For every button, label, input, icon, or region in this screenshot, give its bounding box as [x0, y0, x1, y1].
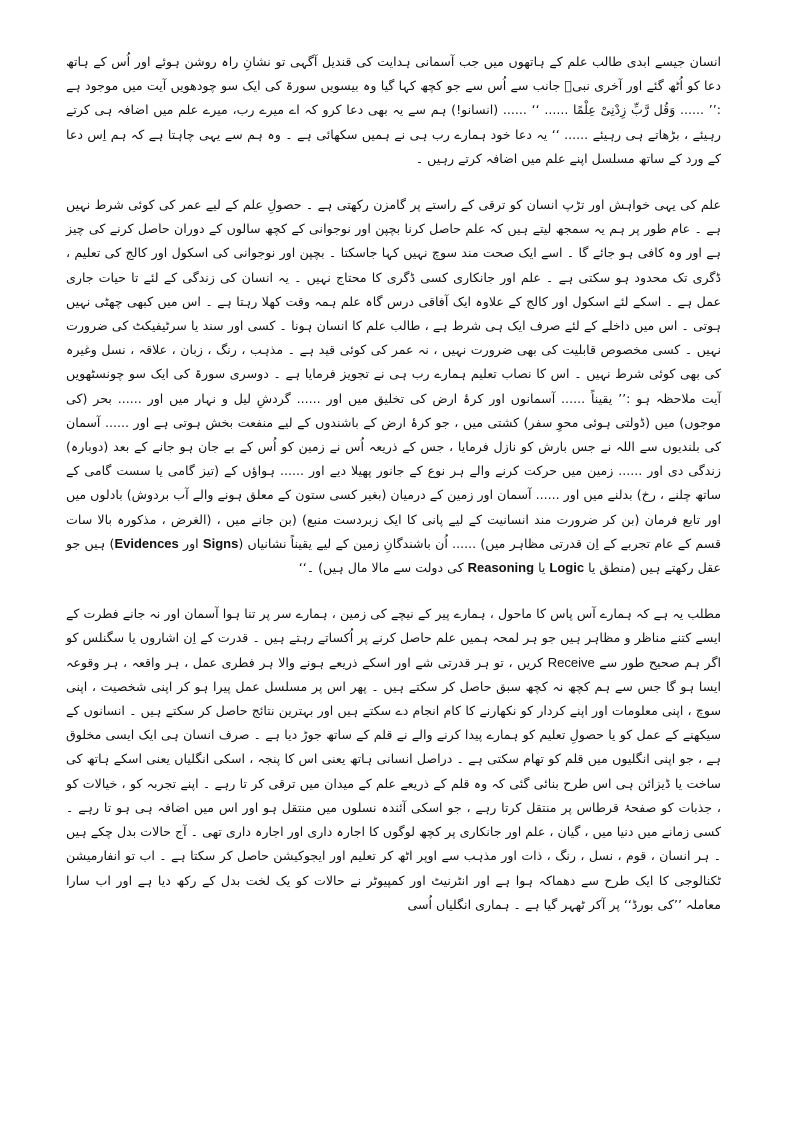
term-reasoning: Reasoning — [467, 560, 535, 576]
paragraph-text: ) ہیں جو عقل رکھتے ہیں (منطق یا — [66, 535, 721, 576]
paragraph-text: مطلب یہ ہے کہ ہمارے آس پاس کا ماحول ، ہمارے پیر کے نیچے کی زمین ، ہمارے سر پر تنا ہوا آسمان اور نہ جانے فطرت کے ایسے کتنے مناظر و مظاہر ہیں جو ہر لمحہ ہمیں علم حاصل کرنے پر اُکساتے رہتے ہیں ۔ قدرت کے اِن اشاروں یا سگنلس کو اگر ہم صحیح طور سے — [66, 606, 721, 670]
paragraph-text: کی دولت سے مالا مال ہیں) ۔‘‘ — [298, 560, 468, 576]
paragraph-dua-verse: انسان جیسے ابدی طالب علم کے ہاتھوں میں جب آسمانی ہدایت کی قندیل آگہی تو نشانِ راہ روشن ہوئے اور اُس کے ہاتھ دعا کو اُٹھ گئے اور آخری نبیؐ جانب سے اُس سے جو کچھ کہا گیا وہ بیسویں سورۃ کی ایک سو چودھویں آیت میں موجود ہے :’’ ...... وَقُل رَّبِّ زِدْنِیْ عِلْمًا ...... ‘‘ ...... (انسانو!) ہم سے یہ بھی دعا کرو کہ اے میرے رب، میرے علم میں اضافہ ہی کرتے رہیئے ، بڑھاتے ہی رہیئے ...... ‘‘ یہ دعا خود ہمارے رب ہی نے ہمیں سکھائی ہے ۔ وہ ہم سے یہی چاہتا ہے کہ ہم اِس دعا کے ورد کے ساتھ مسلسل اپنے علم میں اضافہ کرتے رہیں ۔ — [66, 54, 721, 166]
term-logic: Logic — [549, 560, 585, 576]
paragraph-knowledge-signs — [66, 193, 721, 580]
term-evidences: Evidences — [114, 535, 179, 551]
term-signs: Signs — [202, 535, 239, 551]
paragraph-text: کریں ، تو ہر قدرتی شے اور اسکے ذریعے ہونے والا ہر فطری عمل ، ہر واقعہ ، ہر وقوعہ ایسا ہو گا جس سے ہم کچھ نہ کچھ سبق حاصل کر سکتے ہیں ۔ پھر اس پر مسلسل عمل پیرا ہو کر اپنی شخصیت ، اپنی سوچ ، اپنی معلومات اور اپنے کردار کو نکھارنے کا کام انجام دے سکتے ہیں اور بہترین نتائج حاصل کر سکتے ہیں ۔ انسانوں کے سیکھنے کے عمل کو یا حصولِ تعلیم کو ہمارے پیدا کرنے والے نے قلم کے ساتھ جوڑ دیا ہے ۔ صرف انسان ہی ایک ایسی مخلوق ہے ، جو اپنی انگلیوں میں قلم کو تھام سکتی ہے ۔ دراصل انسانی ہاتھ یعنی اس کا پنجہ ، اسکی انگلیاں یعنی اسکے ہاتھ کی ساخت یا ڈیزائن ہی اس طرح بنائی گئی کہ وہ قلم کے ذریعے علم کے میدان میں ترقی کر تا رہے ۔ اپنے تجربہ کو ، خیالات کو ، جذبات کو صفحۂ قرطاس پر منتقل کرتا رہے ، جو اسکی آئندہ نسلوں میں منتقل ہو اور اس میں اضافہ ہی ہو تا رہے ۔ کسی زمانے میں دنیا میں ، گیان ، علم اور جانکاری پر کچھ لوگوں کا اجارہ داری اور اجارہ داری تھی ۔ آج حالات بدل چکے ہیں ۔ ہر انسان ، قوم ، نسل ، رنگ ، ذات اور مذہب سے اوپر اٹھ کر تعلیم اور ایجوکیشن حاصل کر سکتا ہے ۔ اب تو انفارمیشن ٹکنالوجی کا ایک طرح سے دھماکہ ہوا ہے اور انٹرنیٹ اور کمپیوٹر نے حالات کو یک لخت بدل کے رکھ دیا ہے اور اب سارا معاملہ ’’کی بورڈ‘‘ پر آکر ٹھہر گیا ہے ۔ ہماری انگلیاں اُسی — [66, 654, 721, 912]
paragraph-text: علم کی یہی خواہش اور تڑپ انسان کو ترقی کے راستے پر گامزن رکھتی ہے ۔ حصولِ علم کے لیے عمر کی کوئی شرط نہیں ہے ۔ عام طور پر ہم یہ سمجھ لیتے ہیں کہ علم حاصل کرنا بچپن اور نوجوانی کے کچھ سالوں کے دوران حاصل کرنے کی چیز ہے اور وہ کافی ہو جائے گا ۔ اسے ایک صحت مند سوچ نہیں کہا جاسکتا ۔ بچپن اور نوجوانی کی اسکول اور کالج کی تعلیم ، ڈگری تک محدود ہو سکتی ہے ۔ علم اور جانکاری کسی ڈگری کا محتاج نہیں ۔ یہ انسان کی زندگی کے لئے تا حیات جاری عمل ہے ۔ اسکے لئے اسکول اور کالج کے علاوہ ایک آفاقی درس گاہ علم ہمہ وقت کھلا رہتا ہے ۔ اس میں کبھی چھٹی نہیں ہوتی ۔ اس میں داخلے کے لئے صرف ایک ہی شرط ہے ، طالب علم کا انسان ہونا ۔ کسی اور سند یا سرٹیفیکٹ کی ضرورت نہیں ۔ کسی مخصوص قابلیت کی بھی ضرورت نہیں ، نہ عمر کی کوئی قید ہے ۔ مذہب ، رنگ ، زبان ، علاقہ ، نسل وغیرہ کی بھی کوئی شرط نہیں ۔ اس کا نصاب تعلیم ہمارے رب ہی نے تجویز فرمایا ہے ۔ دوسری سورۃ کی ایک سو چونسٹھویں آیت ملاحظہ ہو :’’ یقیناً ...... آسمانوں اور کرۂ ارض کی تخلیق میں اور ...... گردشِ لیل و نہار میں اور ...... بحر (کی موجوں) میں (ڈولتی ہوئی محوِ سفر) کشتی میں ، جو کرۂ ارض کے باشندوں کے لیے منفعت بخش ہوتی ہے اور ...... آسمان کی بلندیوں سے اللہ نے جس بارش کو نازل فرمایا ، جس کے ذریعہ اُس نے زمین کو اُس کے بے جان ہو جانے کے بعد (دوبارہ) زندگی دی اور ...... زمین میں حرکت کرنے والے ہر نوع کے جانور پھیلا دیے اور ...... ہواؤں کے (تیز گامی یا سست گامی کے ساتھ چلنے ، رخ) بدلنے میں اور ...... آسمان اور زمین کے درمیان (بغیر کسی ستون کے معلق ہونے والے آب بردوش) بادلوں میں اور تابع فرمان (بن کر ضرورت مند انسانیت کے لیے پانی کا ایک زبردست منبع) (بن جانے میں ، (الغرض ، مذکورہ بالا سات قسم کے عام تجربے کے اِن قدرتی مظاہر میں) ...... اُن باشندگانِ زمین کے لیے یقیناً نشانیاں ( — [66, 197, 722, 551]
paragraph-pen-and-learning — [66, 602, 721, 917]
term-receive: Receive — [547, 654, 595, 670]
paragraph-text: اور — [178, 535, 203, 551]
paragraph-text: یا — [534, 560, 550, 576]
